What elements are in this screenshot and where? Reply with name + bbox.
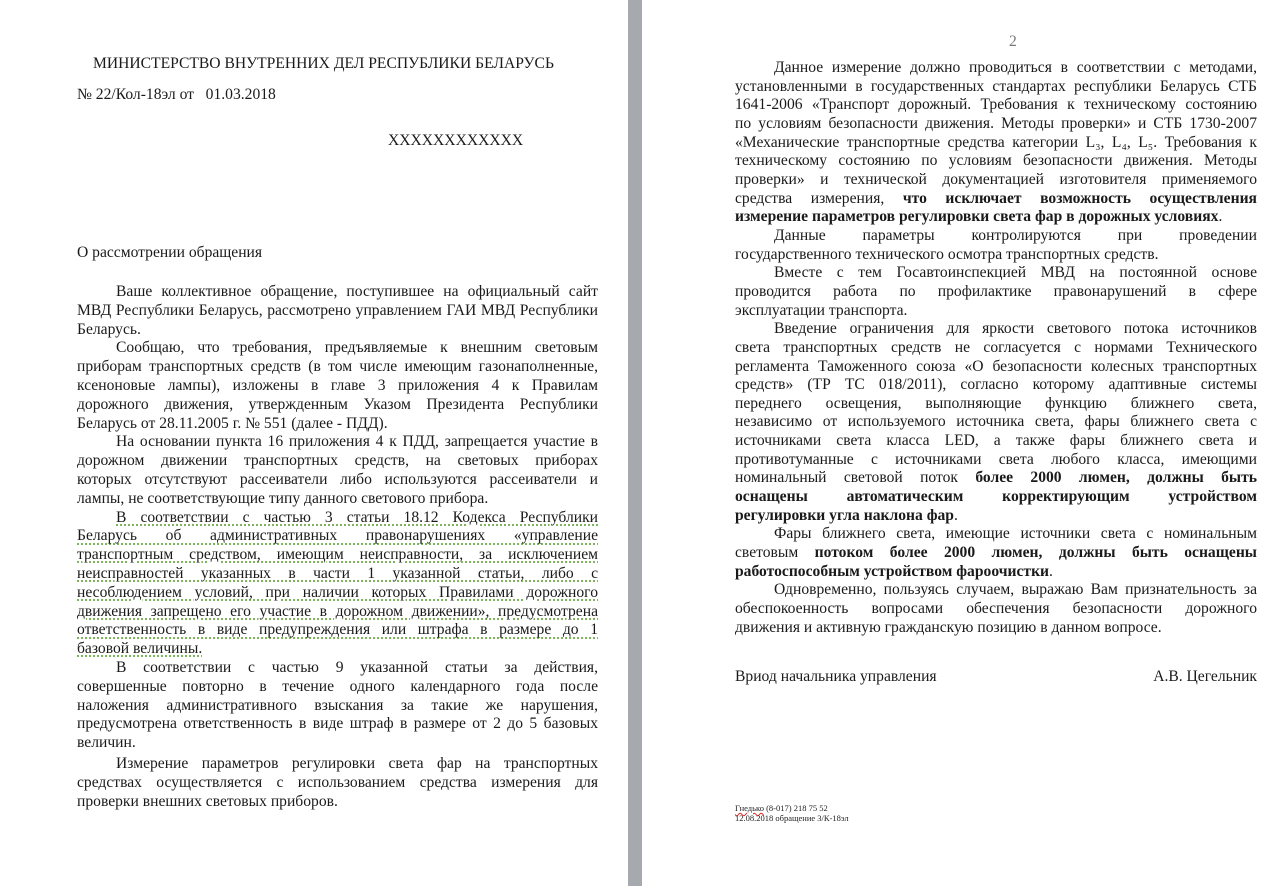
text-line	[735, 320, 1257, 339]
text-segment: световым	[735, 544, 815, 562]
text-segment: Данные параметры контролируются при проведении	[774, 226, 1257, 244]
document-page-1	[0, 0, 628, 886]
text-segment: движения запрещено его участие в дорожном движении», предусмотрена	[77, 602, 598, 620]
text-segment: света транспортных средств не согласуется с нормами Технического	[735, 338, 1257, 356]
text-segment: В соответствии с частью 9 указанной статьи за действия,	[116, 658, 598, 676]
text-segment: ксеноновые лампы), изложены в главе 3 приложения 4 к Правилам	[77, 376, 598, 394]
text-line	[735, 134, 1257, 153]
text-line	[77, 396, 598, 415]
text-segment: которых отсутствуют рассеиватели либо используются рассеиватели и	[77, 470, 598, 488]
text-segment: движения и активную гражданскую позицию в данном вопросе.	[735, 618, 1162, 636]
text-segment: Сообщаю, что требования, предъявляемые к внешним световым	[116, 339, 598, 357]
text-line	[77, 527, 598, 546]
text-line	[77, 793, 598, 812]
paragraph	[735, 264, 1257, 320]
signature-position: Вриод начальника управления	[735, 668, 937, 685]
text-line	[735, 600, 1257, 619]
paragraph	[77, 433, 598, 508]
bold-text: более 2000 люмен, должны быть	[975, 469, 1257, 487]
text-segment: средств» (ТР ТС 018/2011), согласно которому адаптивные системы	[735, 376, 1257, 394]
bold-text: потоком более 2000 люмен, должны быть оснащены	[814, 544, 1257, 562]
text-line	[77, 283, 598, 302]
text-line	[735, 488, 1257, 507]
text-segment: МВД Республики Беларусь, рассмотрено управлением ГАИ МВД Республики	[77, 301, 598, 319]
ministry-title: МИНИСТЕРСТВО ВНУТРЕННИХ ДЕЛ РЕСПУБЛИКИ БЕЛАРУСЬ	[93, 55, 554, 72]
text-segment: обеспокоенность вопросами обеспечения безопасности дорожного	[735, 600, 1257, 618]
text-segment: ответственность в виде предупреждения или штрафа в размере до 1	[77, 621, 598, 639]
text-segment: дорожного движения, утвержденным Указом Президента Республики	[77, 395, 598, 413]
text-line	[735, 246, 1257, 265]
text-line	[735, 469, 1257, 488]
text-segment: Введение ограничения для яркости светового потока источников	[774, 320, 1257, 338]
text-segment: приборам транспортных средств (в том числе имеющим газонаполненные,	[77, 358, 598, 376]
executor-footer	[735, 804, 849, 823]
paragraph	[77, 755, 598, 811]
text-line	[735, 525, 1257, 544]
text-line	[77, 734, 598, 753]
paragraph	[735, 525, 1257, 581]
subject-line: О рассмотрении обращения	[77, 244, 263, 261]
text-segment: противотуманные с источниками света любого класса, имеющими	[735, 450, 1257, 468]
text-line	[735, 208, 1257, 227]
text-line	[77, 565, 598, 584]
text-line	[77, 774, 598, 793]
page-number: 2	[1009, 33, 1017, 50]
bold-text: работоспособным устройством фароочистки	[735, 562, 1050, 580]
text-line	[735, 563, 1257, 582]
text-segment: независимо от используемого источника света, фары ближнего света с	[735, 413, 1257, 431]
text-segment: Измерение параметров регулировки света фар на транспортных	[116, 754, 598, 772]
text-segment: средствах осуществляется с использованием средства измерения для	[77, 773, 598, 791]
text-segment: предусмотрена ответственность в виде штраф в размере от 2 до 5 базовых	[77, 715, 598, 733]
text-line	[77, 415, 598, 434]
text-segment: Вместе с тем Госавтоинспекцией МВД на постоянной основе	[774, 264, 1257, 282]
text-segment: Беларусь об административных правонарушениях «управление	[77, 527, 598, 545]
text-segment: регламента Таможенного союза «О безопасности колесных транспортных	[735, 357, 1257, 375]
text-segment: 1641-2006 «Транспорт дорожный. Требования к техническому состоянию	[735, 96, 1257, 114]
text-segment: наложения административного взыскания за такие же нарушения,	[77, 696, 598, 714]
text-line	[77, 321, 598, 340]
text-line	[735, 358, 1257, 377]
paragraph	[735, 581, 1257, 637]
text-segment: проверки» и технической документацией изготовителя применяемого	[735, 170, 1257, 188]
text-line	[735, 227, 1257, 246]
text-segment: Ваше коллективное обращение, поступившее на официальный сайт	[116, 283, 598, 300]
paragraph	[735, 59, 1257, 227]
text-segment: проверки внешних световых приборов.	[77, 792, 338, 810]
paragraph	[77, 283, 598, 339]
text-segment: дорожном движении транспортных средств, на световых приборах	[77, 452, 598, 470]
text-segment: несоблюдением условий, при наличии которых Правилами дорожного	[77, 583, 598, 601]
signature-name: А.В. Цегельник	[1153, 668, 1257, 685]
text-segment: эксплуатации транспорта.	[735, 301, 908, 319]
text-line	[735, 376, 1257, 395]
text-segment: источниками света класса LED, а также фары ближнего света и	[735, 432, 1257, 450]
text-segment: проводится работа по профилактике правонарушений в сфере	[735, 282, 1257, 300]
paragraph	[735, 320, 1257, 525]
text-line	[735, 264, 1257, 283]
text-line	[77, 603, 598, 622]
footer-reference: 12.08.2018 обращение 3/К-18эл	[735, 812, 849, 823]
text-segment: Фары ближнего света, имеющие источники света с номинальным	[774, 525, 1257, 543]
text-segment: На основании пункта 16 приложения 4 к ПДД, запрещается участие в	[116, 433, 598, 451]
paragraph	[77, 339, 598, 433]
text-line	[77, 433, 598, 452]
text-segment: лампы, не соответствующие типу данного светового прибора.	[77, 489, 489, 507]
registration-number: № 22/Кол-18эл от 01.03.2018	[77, 86, 276, 103]
text-line	[735, 581, 1257, 600]
text-segment: «Механические транспортные средства категории L₃, L₄, L₅. Требования к	[735, 133, 1257, 151]
text-segment: .	[1049, 562, 1053, 580]
text-line	[735, 59, 1257, 78]
text-segment: .	[953, 506, 958, 524]
text-line	[77, 755, 598, 774]
text-segment: В соответствии с частью 3 статьи 18.12 Кодекса Республики	[116, 508, 598, 526]
bold-text: оснащены автоматическим корректирующим устройством	[735, 488, 1257, 506]
text-segment: транспортным средством, имеющим неисправности, за исключением	[77, 546, 598, 564]
text-segment: установленными в государственных стандартах республики Беларусь СТБ	[735, 77, 1257, 95]
text-line	[77, 584, 598, 603]
text-line	[735, 283, 1257, 302]
text-line	[735, 395, 1257, 414]
text-line	[77, 377, 598, 396]
text-line	[77, 659, 598, 678]
paragraph	[735, 227, 1257, 264]
text-line	[77, 452, 598, 471]
paragraph	[77, 659, 598, 753]
text-segment: по условиям безопасности движения. Методы проверки» и СТБ 1730-2007	[735, 114, 1257, 132]
text-line	[77, 621, 598, 640]
text-segment: .	[1218, 208, 1223, 226]
text-line	[735, 302, 1257, 321]
executor-name: Гнедько	[735, 803, 764, 813]
text-line	[77, 471, 598, 490]
text-line	[735, 413, 1257, 432]
text-line	[77, 339, 598, 358]
text-segment: Данное измерение должно проводиться в соответствии с методами,	[774, 59, 1257, 76]
paragraph	[77, 509, 598, 659]
text-segment: неисправностей указанных в части 1 указанной статьи, либо с	[77, 564, 598, 582]
page-separator	[628, 0, 642, 886]
text-line	[735, 190, 1257, 209]
text-line	[77, 509, 598, 528]
text-segment: техническому состоянию по условиям безопасности движения. Методы	[735, 152, 1257, 170]
text-line	[77, 715, 598, 734]
text-line	[77, 546, 598, 565]
text-line	[735, 544, 1257, 563]
text-segment: Беларусь.	[77, 320, 141, 338]
text-line	[77, 490, 598, 509]
text-line	[735, 339, 1257, 358]
letter-body-page-1	[77, 283, 598, 811]
text-line	[735, 152, 1257, 171]
executor-phone: (8-017) 218 75 52	[766, 803, 828, 813]
addressee: XXXXXXXXXXXX	[388, 132, 524, 149]
letter-body-page-2	[735, 59, 1257, 637]
text-line	[735, 115, 1257, 134]
bold-text: измерение параметров регулировки света фар в дорожных условиях	[735, 208, 1219, 226]
text-segment: величин.	[77, 734, 136, 752]
text-segment: средства измерения,	[735, 189, 903, 207]
text-line	[735, 451, 1257, 470]
text-line	[735, 432, 1257, 451]
text-line	[77, 302, 598, 321]
text-line	[77, 640, 598, 659]
text-segment: номинальный световой поток	[735, 469, 976, 487]
text-segment: Одновременно, пользуясь случаем, выражаю Вам признательность за	[774, 581, 1257, 599]
text-line	[735, 619, 1257, 638]
text-segment: переднего освещения, выполняющие функцию ближнего света,	[735, 394, 1257, 412]
text-line	[77, 678, 598, 697]
text-line	[77, 358, 598, 377]
text-line	[77, 697, 598, 716]
text-segment: Беларусь от 28.11.2005 г. № 551 (далее - ПДД).	[77, 414, 388, 432]
text-segment: государственного технического осмотра транспортных средств.	[735, 245, 1159, 263]
text-line	[735, 507, 1257, 526]
text-segment: совершенные повторно в течение одного календарного года после	[77, 677, 598, 695]
bold-text: что исключает возможность осуществления	[902, 189, 1257, 207]
document-page-2	[642, 0, 1280, 886]
bold-text: регулировки угла наклона фар	[735, 506, 954, 524]
text-line	[735, 96, 1257, 115]
text-segment: базовой величины.	[77, 640, 203, 658]
text-line	[735, 78, 1257, 97]
text-line	[735, 171, 1257, 190]
